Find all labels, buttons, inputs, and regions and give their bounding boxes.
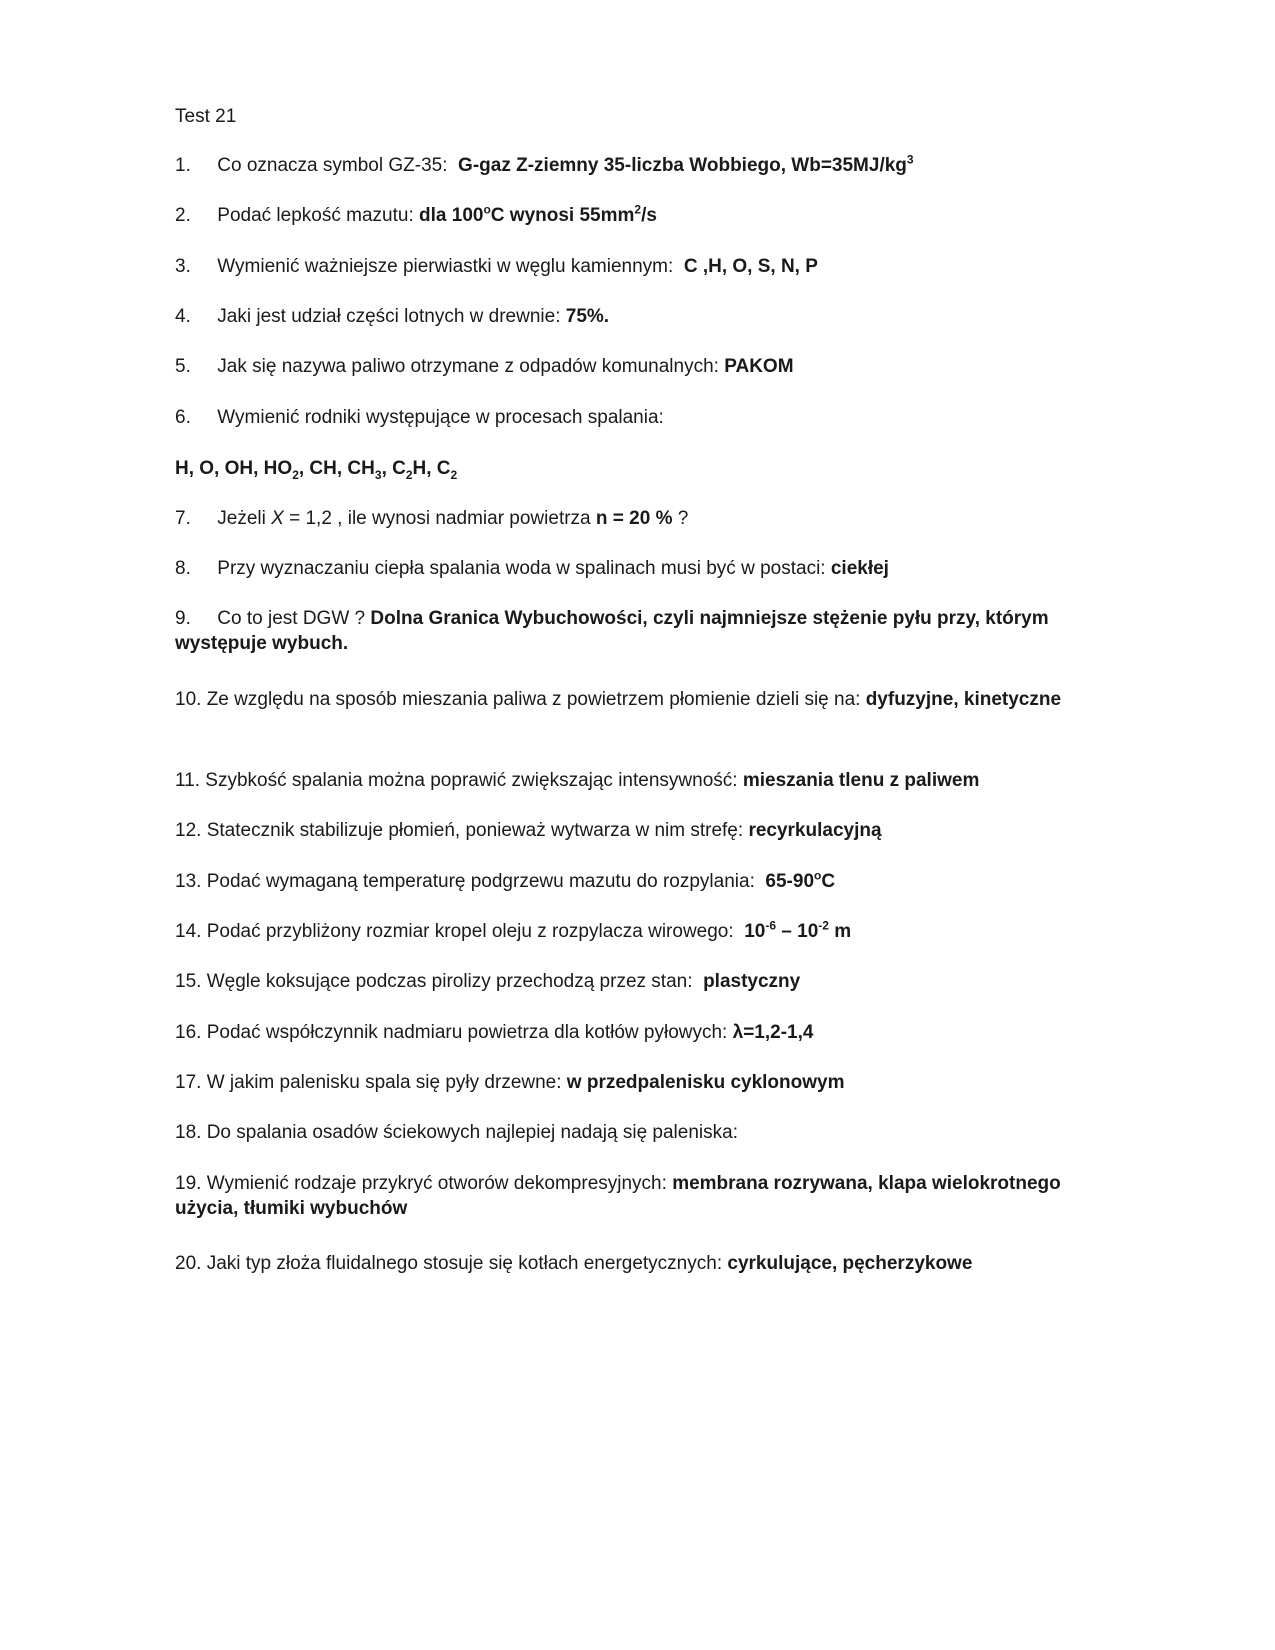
question-number: 7. <box>175 508 191 529</box>
answer-part: /s <box>641 205 657 226</box>
question-number: 20. <box>175 1253 202 1274</box>
question-text: Wymienić ważniejsze pierwiastki w węglu kamiennym: <box>217 256 674 277</box>
answer-text: n = 20 % <box>595 508 673 529</box>
subscript: 2 <box>292 467 299 482</box>
answer-text: C ,H, O, S, N, P <box>683 256 818 277</box>
question-number: 10. <box>175 689 202 710</box>
question-19 <box>175 1171 1100 1221</box>
question-text: Przy wyznaczaniu ciepła spalania woda w spalinach musi być w postaci: <box>217 558 826 579</box>
question-text: Statecznik stabilizuje płomień, ponieważ wytwarza w nim strefę: <box>206 820 744 841</box>
question-number: 13. <box>175 871 202 892</box>
question-text: Podać wymaganą temperaturę podgrzewu mazutu do rozpylania: <box>206 871 755 892</box>
question-number: 14. <box>175 921 202 942</box>
question-16 <box>175 1020 1100 1045</box>
question-number: 5. <box>175 356 191 377</box>
question-number: 11. <box>175 770 201 791</box>
question-number: 17. <box>175 1072 202 1093</box>
question-9 <box>175 606 1100 656</box>
question-5 <box>175 354 1100 379</box>
question-number: 3. <box>175 256 191 277</box>
answer-superscript: o <box>814 868 822 883</box>
answer-part: m <box>828 921 852 942</box>
answer-superscript: 2 <box>634 202 642 217</box>
question-1 <box>175 153 1100 178</box>
radical-part: H, O, OH, HO <box>175 458 293 479</box>
answer-text: mieszania tlenu z paliwem <box>742 770 980 791</box>
subscript: 2 <box>405 467 413 482</box>
answer-text: dyfuzyjne, kinetyczne <box>865 689 1062 710</box>
question-number: 19. <box>175 1173 202 1194</box>
question-text: Jaki typ złoża fluidalnego stosuje się kotłach energetycznych: <box>206 1253 723 1274</box>
answer-text: recyrkulacyjną <box>748 820 882 841</box>
answer-part: 65-90 <box>765 871 815 892</box>
question-10 <box>175 687 1100 712</box>
question-13 <box>175 869 1100 894</box>
answer-text: Dolna Granica Wybuchowości, czyli najmniejsze stężenie pyłu przy, którym występuje wybuch. <box>175 608 1049 655</box>
question-text: Podać przybliżony rozmiar kropel oleju z rozpylacza wirowego: <box>206 921 734 942</box>
question-number: 12. <box>175 820 202 841</box>
answer-text: plastyczny <box>703 971 801 992</box>
question-text: Co oznacza symbol GZ-35: <box>217 155 448 176</box>
question-mark: ? <box>677 508 689 529</box>
question-4 <box>175 304 1100 329</box>
question-text: Ze względu na sposób mieszania paliwa z powietrzem płomienie dzieli się na: <box>206 689 861 710</box>
question-20 <box>175 1251 1100 1276</box>
answer-text: membrana rozrywana, klapa wielokrotnego użycia, tłumiki wybuchów <box>175 1173 1061 1220</box>
subscript: 2 <box>450 467 458 482</box>
subscript: 3 <box>374 467 382 482</box>
answer-text: cyrkulujące, pęcherzykowe <box>727 1253 973 1274</box>
question-18 <box>175 1120 1100 1145</box>
question-2 <box>175 203 1100 228</box>
answer-superscript: -6 <box>765 918 777 933</box>
question-text: Co to jest DGW ? <box>217 608 366 629</box>
answer-text: 75%. <box>565 306 610 327</box>
question-text: Jeżeli <box>217 508 266 529</box>
answer-part: dla 100 <box>419 205 484 226</box>
question-text: Szybkość spalania można poprawić zwiększając intensywność: <box>205 770 738 791</box>
radical-part: , C <box>381 458 406 479</box>
document-title: Test 21 <box>175 106 237 127</box>
answer-superscript: -2 <box>818 918 829 933</box>
question-text: Jak się nazywa paliwo otrzymane z odpadów komunalnych: <box>217 356 719 377</box>
question-8 <box>175 556 1100 581</box>
question-text: = 1,2 , ile wynosi nadmiar powietrza <box>289 508 591 529</box>
question-11 <box>175 768 1100 793</box>
answer-part: – 10 <box>776 921 819 942</box>
question-number: 15. <box>175 971 202 992</box>
question-number: 4. <box>175 306 191 327</box>
question-3 <box>175 254 1100 279</box>
question-6-answer <box>175 456 1100 481</box>
question-17 <box>175 1070 1100 1095</box>
question-7 <box>175 506 1100 531</box>
question-number: 1. <box>175 155 191 176</box>
answer-text: w przedpalenisku cyklonowym <box>566 1072 845 1093</box>
answer-text: λ=1,2-1,4 <box>732 1022 814 1043</box>
question-number: 8. <box>175 558 191 579</box>
question-text: Węgle koksujące podczas pirolizy przechodzą przez stan: <box>206 971 693 992</box>
question-text: Jaki jest udział części lotnych w drewnie: <box>217 306 561 327</box>
question-text: Podać współczynnik nadmiaru powietrza dla kotłów pyłowych: <box>206 1022 728 1043</box>
question-text: W jakim palenisku spala się pyły drzewne: <box>206 1072 562 1093</box>
question-number: 16. <box>175 1022 202 1043</box>
question-text: Wymienić rodzaje przykryć otworów dekompresyjnych: <box>206 1173 667 1194</box>
question-text: Podać lepkość mazutu: <box>217 205 414 226</box>
question-12 <box>175 818 1100 843</box>
question-text: Do spalania osadów ściekowych najlepiej nadają się paleniska: <box>206 1122 738 1143</box>
question-text: Wymienić rodniki występujące w procesach spalania: <box>217 407 664 428</box>
answer-part: 10 <box>744 921 766 942</box>
radical-part: H, C <box>412 458 451 479</box>
answer-part: C wynosi 55mm <box>490 205 635 226</box>
answer-superscript: 3 <box>906 152 914 167</box>
question-number: 9. <box>175 608 191 629</box>
answer-part: C <box>821 871 836 892</box>
question-15 <box>175 969 1100 994</box>
answer-text: G-gaz Z-ziemny 35-liczba Wobbiego, Wb=35MJ/kg <box>458 155 907 176</box>
answer-superscript: o <box>483 202 491 217</box>
question-number: 18. <box>175 1122 202 1143</box>
question-6 <box>175 405 1100 430</box>
answer-text: ciekłej <box>830 558 889 579</box>
question-number: 6. <box>175 407 191 428</box>
radical-part: , CH, CH <box>298 458 375 479</box>
variable: X <box>271 508 284 529</box>
question-14 <box>175 919 1100 944</box>
question-number: 2. <box>175 205 191 226</box>
answer-text: PAKOM <box>724 356 794 377</box>
